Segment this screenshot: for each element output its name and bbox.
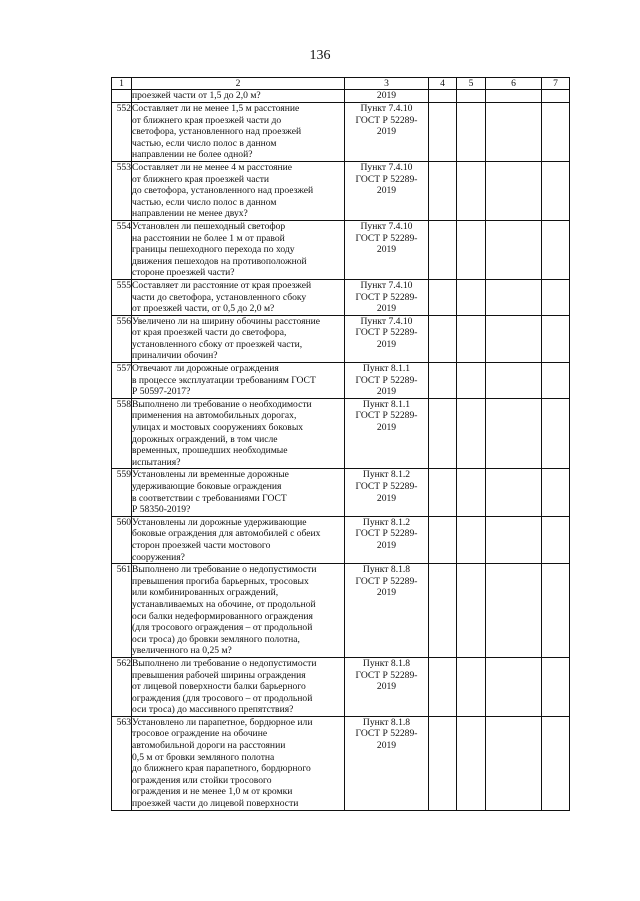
header-col-2: 2 xyxy=(132,78,345,90)
empty-cell xyxy=(542,516,570,563)
empty-cell xyxy=(429,220,457,279)
empty-cell xyxy=(542,279,570,315)
reference-cell: Пункт 8.1.8 ГОСТ Р 52289- 2019 xyxy=(345,657,429,716)
question-cell: Установлен ли пешеходный светофор на расстоянии не более 1 м от правой границы пешеходного перехода по ходу движения пешеходов на противоположной стороне проезжей части? xyxy=(132,220,345,279)
reference-cell: Пункт 7.4.10 ГОСТ Р 52289- 2019 xyxy=(345,103,429,162)
empty-cell xyxy=(486,716,542,810)
row-number: 563 xyxy=(112,716,132,810)
question-cell: Составляет ли не менее 4 м расстояние от ближнего края проезжей части до светофора, установленного над проезжей частью, если число полос в данном направлении не менее двух? xyxy=(132,161,345,220)
empty-cell xyxy=(542,398,570,469)
empty-cell xyxy=(542,90,570,103)
empty-cell xyxy=(429,469,457,516)
row-number: 556 xyxy=(112,315,132,362)
empty-cell xyxy=(542,363,570,399)
question-cell: Выполнено ли требование о недопустимости превышения рабочей ширины ограждения от лицевой поверхности балки барьерного ограждения (для тросового – от продольной оси троса) до массивного препятствия? xyxy=(132,657,345,716)
empty-cell xyxy=(486,103,542,162)
question-cell: Отвечают ли дорожные ограждения в процессе эксплуатации требованиям ГОСТ Р 50597-2017? xyxy=(132,363,345,399)
row-number: 553 xyxy=(112,161,132,220)
continuation-row xyxy=(112,90,570,103)
row-number: 555 xyxy=(112,279,132,315)
empty-cell xyxy=(457,161,486,220)
reference-cell: Пункт 7.4.10 ГОСТ Р 52289- 2019 xyxy=(345,279,429,315)
empty-cell xyxy=(542,469,570,516)
table-header-row xyxy=(112,78,570,90)
reference-cell: Пункт 8.1.1 ГОСТ Р 52289- 2019 xyxy=(345,363,429,399)
row-number: 559 xyxy=(112,469,132,516)
header-col-1: 1 xyxy=(112,78,132,90)
table-row xyxy=(112,279,570,315)
header-col-6: 6 xyxy=(486,78,542,90)
table-row xyxy=(112,716,570,810)
empty-cell xyxy=(429,564,457,658)
table-row xyxy=(112,363,570,399)
question-cell: Установлено ли парапетное, бордюрное или тросовое ограждение на обочине автомобильной дороги на расстоянии 0,5 м от бровки земляного полотна до ближнего края парапетного, бордюрного ограждения или стойки тросового ограждения и не менее 1,0 м от кромки проезжей части до лицевой поверхности xyxy=(132,716,345,810)
empty-cell xyxy=(457,220,486,279)
empty-cell xyxy=(457,103,486,162)
empty-cell xyxy=(457,716,486,810)
question-cell: Составляет ли расстояние от края проезжей части до светофора, установленного сбоку от проезжей части, от 0,5 до 2,0 м? xyxy=(132,279,345,315)
reference-cell: Пункт 8.1.2 ГОСТ Р 52289- 2019 xyxy=(345,516,429,563)
question-cell: проезжей части от 1,5 до 2,0 м? xyxy=(132,90,345,103)
table-row xyxy=(112,564,570,658)
empty-cell xyxy=(429,516,457,563)
header-col-5: 5 xyxy=(457,78,486,90)
table-row xyxy=(112,516,570,563)
empty-cell xyxy=(457,315,486,362)
reference-cell: Пункт 8.1.8 ГОСТ Р 52289- 2019 xyxy=(345,564,429,658)
table-row xyxy=(112,469,570,516)
question-cell: Установлены ли временные дорожные удерживающие боковые ограждения в соответствии с требованиями ГОСТ Р 58350-2019? xyxy=(132,469,345,516)
table-row xyxy=(112,398,570,469)
empty-cell xyxy=(542,161,570,220)
empty-cell xyxy=(486,398,542,469)
empty-cell xyxy=(486,657,542,716)
empty-cell xyxy=(429,716,457,810)
row-number: 557 xyxy=(112,363,132,399)
table-row xyxy=(112,103,570,162)
row-number: 554 xyxy=(112,220,132,279)
empty-cell xyxy=(542,315,570,362)
empty-cell xyxy=(486,161,542,220)
empty-cell xyxy=(542,220,570,279)
table-row xyxy=(112,161,570,220)
reference-cell: Пункт 8.1.2 ГОСТ Р 52289- 2019 xyxy=(345,469,429,516)
table-row xyxy=(112,220,570,279)
row-number xyxy=(112,90,132,103)
reference-cell: Пункт 7.4.10 ГОСТ Р 52289- 2019 xyxy=(345,161,429,220)
empty-cell xyxy=(457,516,486,563)
checklist-table xyxy=(111,77,570,811)
empty-cell xyxy=(457,564,486,658)
empty-cell xyxy=(457,363,486,399)
empty-cell xyxy=(457,90,486,103)
empty-cell xyxy=(429,363,457,399)
reference-cell: Пункт 8.1.8 ГОСТ Р 52289- 2019 xyxy=(345,716,429,810)
row-number: 558 xyxy=(112,398,132,469)
empty-cell xyxy=(542,657,570,716)
question-cell: Выполнено ли требование о необходимости применения на автомобильных дорогах, улицах и мостовых сооружениях боковых дорожных ограждений, в том числе временных, прошедших необходимые испытания? xyxy=(132,398,345,469)
empty-cell xyxy=(486,220,542,279)
page-number: 136 xyxy=(309,48,331,63)
reference-cell: Пункт 8.1.1 ГОСТ Р 52289- 2019 xyxy=(345,398,429,469)
table-row xyxy=(112,657,570,716)
header-col-3: 3 xyxy=(345,78,429,90)
row-number: 562 xyxy=(112,657,132,716)
empty-cell xyxy=(486,564,542,658)
empty-cell xyxy=(486,279,542,315)
question-cell: Выполнено ли требование о недопустимости превышения прогиба барьерных, тросовых или комбинированных ограждений, устанавливаемых на обочине, от продольной оси балки недеформированного ограждения (для тросового ограждения – от продольной оси троса) до бровки земляного полотна, увеличенного на 0,25 м? xyxy=(132,564,345,658)
empty-cell xyxy=(457,469,486,516)
reference-cell: Пункт 7.4.10 ГОСТ Р 52289- 2019 xyxy=(345,220,429,279)
empty-cell xyxy=(486,469,542,516)
empty-cell xyxy=(486,363,542,399)
empty-cell xyxy=(542,716,570,810)
header-col-7: 7 xyxy=(542,78,570,90)
empty-cell xyxy=(429,398,457,469)
question-cell: Увеличено ли на ширину обочины расстояние от края проезжей части до светофора, установленного сбоку от проезжей части, приналичии обочин? xyxy=(132,315,345,362)
empty-cell xyxy=(542,103,570,162)
empty-cell xyxy=(486,315,542,362)
header-col-4: 4 xyxy=(429,78,457,90)
empty-cell xyxy=(457,398,486,469)
empty-cell xyxy=(429,161,457,220)
empty-cell xyxy=(457,279,486,315)
empty-cell xyxy=(486,516,542,563)
empty-cell xyxy=(486,90,542,103)
empty-cell xyxy=(429,279,457,315)
question-cell: Составляет ли не менее 1,5 м расстояние от ближнего края проезжей части до светофора, установленного над проезжей частью, если число полос в данном направлении не более одной? xyxy=(132,103,345,162)
row-number: 560 xyxy=(112,516,132,563)
row-number: 552 xyxy=(112,103,132,162)
reference-cell: Пункт 7.4.10 ГОСТ Р 52289- 2019 xyxy=(345,315,429,362)
empty-cell xyxy=(429,315,457,362)
empty-cell xyxy=(429,90,457,103)
row-number: 561 xyxy=(112,564,132,658)
empty-cell xyxy=(457,657,486,716)
empty-cell xyxy=(429,103,457,162)
reference-cell: 2019 xyxy=(345,90,429,103)
empty-cell xyxy=(429,657,457,716)
table-row xyxy=(112,315,570,362)
question-cell: Установлены ли дорожные удерживающие боковые ограждения для автомобилей с обеих сторон проезжей части мостового сооружения? xyxy=(132,516,345,563)
empty-cell xyxy=(542,564,570,658)
